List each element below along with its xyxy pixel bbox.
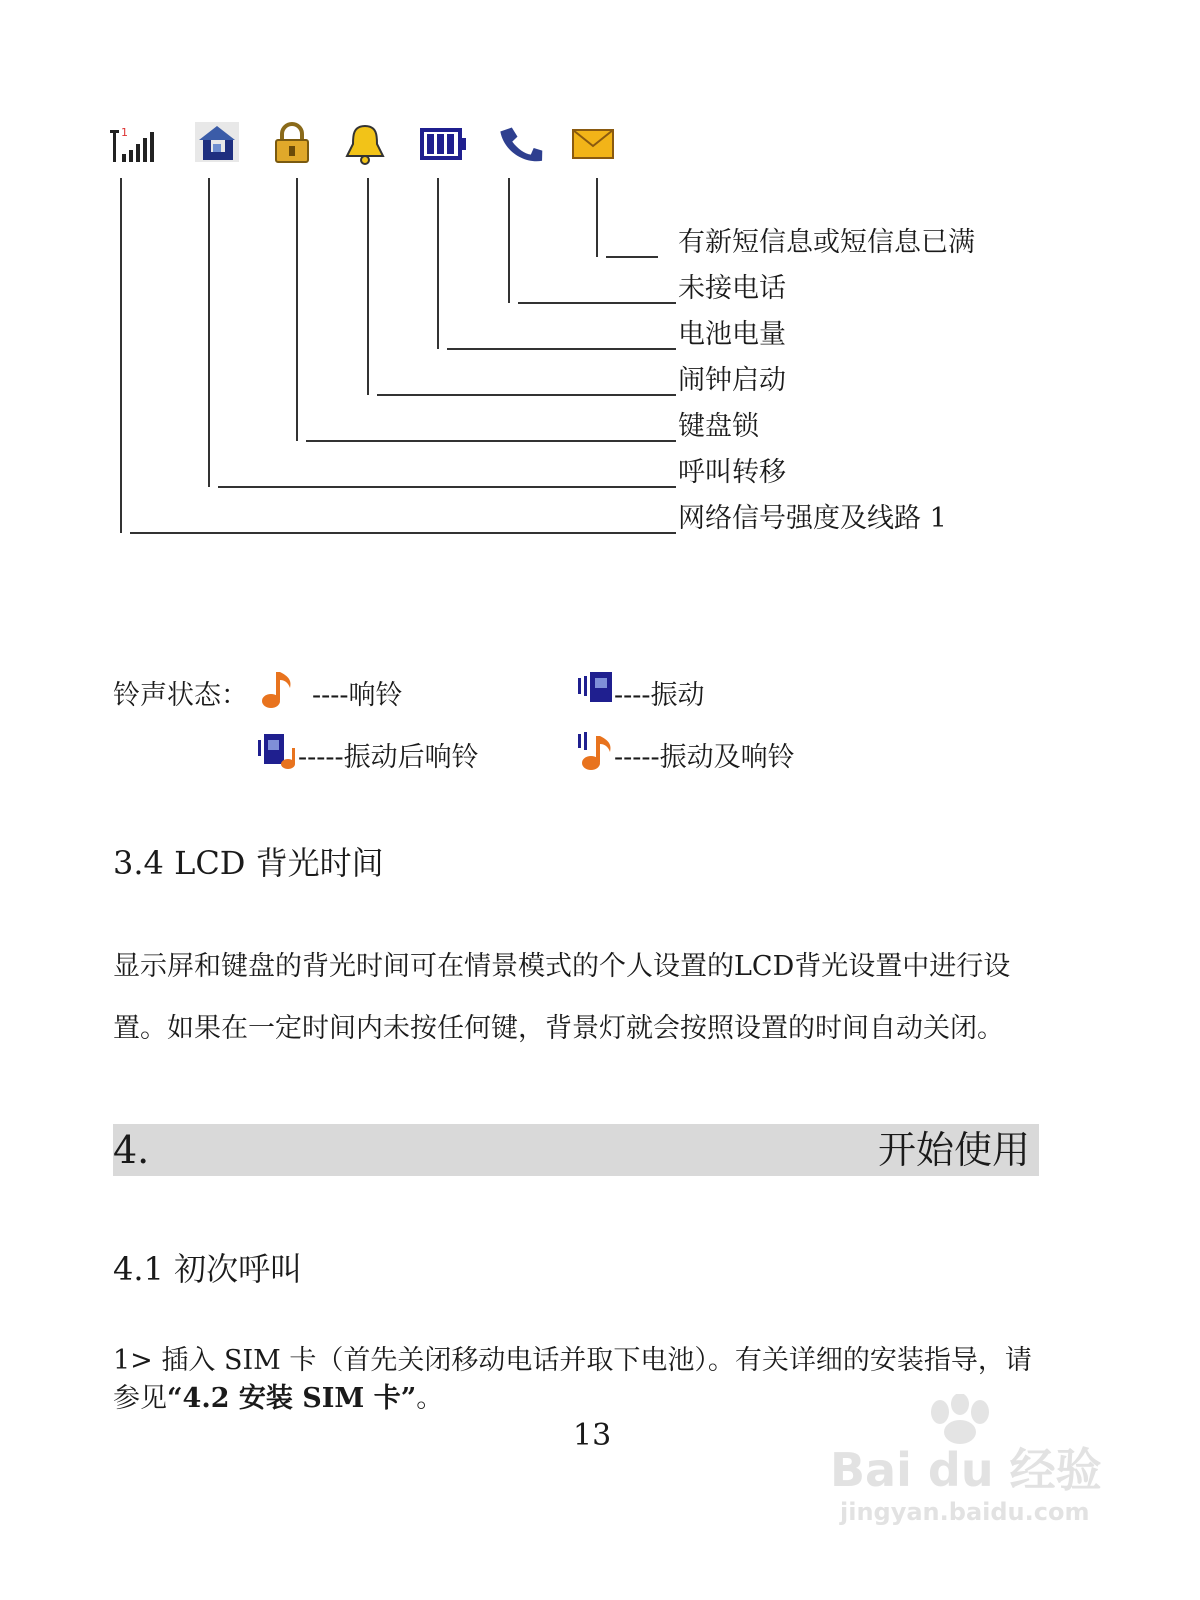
section-3-4-paragraph-line-1: 显示屏和键盘的背光时间可在情景模式的个人设置的LCD背光设置中进行设 bbox=[113, 951, 1011, 982]
step-1-line-2 bbox=[113, 1376, 443, 1415]
alarm-bell-icon bbox=[343, 122, 393, 168]
vibrate-then-ring-icon bbox=[256, 730, 296, 774]
section-4-1-heading: 4.1 初次呼叫 bbox=[113, 1250, 303, 1288]
step-1-reference: “4.2 安装 SIM 卡” bbox=[167, 1383, 417, 1414]
chapter-title: 开始使用 bbox=[878, 1128, 1031, 1172]
battery-icon bbox=[418, 122, 468, 168]
vibrate-and-ring-icon bbox=[576, 730, 616, 774]
ring-note-icon bbox=[258, 668, 298, 712]
alarm-label: 闹钟启动 bbox=[678, 365, 786, 396]
baidu-jingyan-watermark bbox=[830, 1394, 1120, 1544]
call-divert-icon bbox=[195, 122, 245, 168]
vibrate-label: ----振动 bbox=[614, 680, 705, 711]
ring-status-title: 铃声状态： bbox=[113, 680, 248, 711]
step-1-line-2-prefix: 参见 bbox=[113, 1383, 167, 1414]
vibrate-icon bbox=[576, 668, 616, 712]
chapter-number: 4. bbox=[113, 1128, 150, 1172]
vibrate-then-ring-label: -----振动后响铃 bbox=[298, 742, 479, 773]
section-3-4-paragraph-line-2: 置。如果在一定时间内未按任何键，背景灯就会按照设置的时间自动关闭。 bbox=[113, 1013, 1004, 1044]
signal-strength-icon bbox=[110, 122, 160, 168]
missed-call-icon bbox=[497, 122, 547, 168]
watermark-brand: Bai du 经验 bbox=[830, 1443, 1102, 1497]
message-icon bbox=[571, 122, 621, 168]
section-3-4-heading: 3.4 LCD 背光时间 bbox=[113, 844, 384, 882]
svg-text:1: 1 bbox=[121, 126, 128, 139]
watermark-url: jingyan.baidu.com bbox=[840, 1498, 1090, 1526]
signal-strength-label: 网络信号强度及线路 1 bbox=[678, 503, 947, 534]
step-1-line-1: 1> 插入 SIM 卡（首先关闭移动电话并取下电池）。有关详细的安装指导，请 bbox=[113, 1345, 1032, 1376]
step-1-line-2-suffix: 。 bbox=[416, 1383, 444, 1414]
keypad-lock-label: 键盘锁 bbox=[678, 411, 759, 442]
page-number: 13 bbox=[573, 1418, 612, 1453]
call-divert-label: 呼叫转移 bbox=[678, 457, 786, 488]
ring-label: ----响铃 bbox=[312, 680, 403, 711]
message-label: 有新短信息或短信息已满 bbox=[678, 227, 975, 258]
battery-label: 电池电量 bbox=[678, 319, 786, 350]
missed-call-label: 未接电话 bbox=[678, 273, 786, 304]
keypad-lock-icon bbox=[270, 122, 320, 168]
vibrate-and-ring-label: -----振动及响铃 bbox=[614, 742, 795, 773]
